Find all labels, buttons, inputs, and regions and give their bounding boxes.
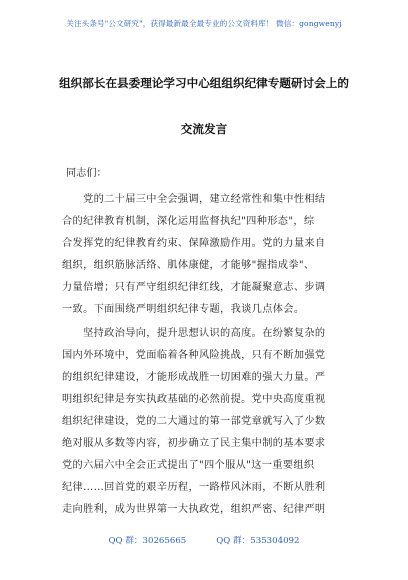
body-line: 合的纪律教育机制，深化运用监督执纪"四种形态"，综: [62, 216, 315, 227]
body-line: 纪律……回首党的艰辛历程，一路栉风沐雨，不断从胜利: [62, 482, 326, 493]
body-line: 的组织纪律建设，才能形成战胜一切困难的强大力量。严: [62, 372, 326, 383]
body-line: 一致。下面围绕严明组织纪律专题，我谈几点体会。: [62, 304, 305, 315]
body-line: 坚持政治导向，提升思想认识的高度。在纷繁复杂的: [62, 328, 326, 339]
document-title-line-2: 交流发言: [180, 122, 228, 136]
body-line: 党的二十届三中全会强调，建立经常性和集中性相结: [62, 194, 326, 205]
body-line: 力量倍增；只有严守组织纪律红线，才能凝聚意志、步调: [62, 282, 326, 293]
body-line: 党的六届六中全会正式提出了"四个服从"这一重要组织: [62, 460, 315, 471]
body-line: 合发挥党的纪律教育约束、保障激励作用。党的力量来自: [62, 238, 326, 249]
salutation: 同志们：: [66, 168, 107, 179]
body-line: 组织，组织筋脉活络、肌体康健，才能够"握指成拳"、: [62, 260, 315, 271]
header-banner: 关注头条号"公文研究"，获得最新最全最专业的公文资料库！ 微信：gongwenyj: [66, 19, 342, 28]
body-line: 走向胜利，成为世界第一大执政党，组织严密、纪律严明: [62, 504, 326, 515]
footer-contact: [0, 534, 408, 546]
body-line: 组织纪律建设，党的二大通过的第一部党章就写入了少数: [62, 416, 326, 427]
document-title-line-1: 组织部长在县委理论学习中心组组织纪律专题研讨会上的: [59, 76, 349, 90]
qq-group-1: QQ 群：30265665: [108, 536, 187, 546]
body-line: 明组织纪律是夯实执政基础的必然前提。党中央高度重视: [62, 394, 326, 405]
body-line: 绝对服从多数等内容，初步确立了民主集中制的基本要求: [62, 438, 326, 449]
body-line: 国内外环境中，党面临着各种风险挑战，只有不断加强党: [62, 350, 326, 361]
qq-group-2: QQ 群：535304092: [216, 536, 300, 546]
